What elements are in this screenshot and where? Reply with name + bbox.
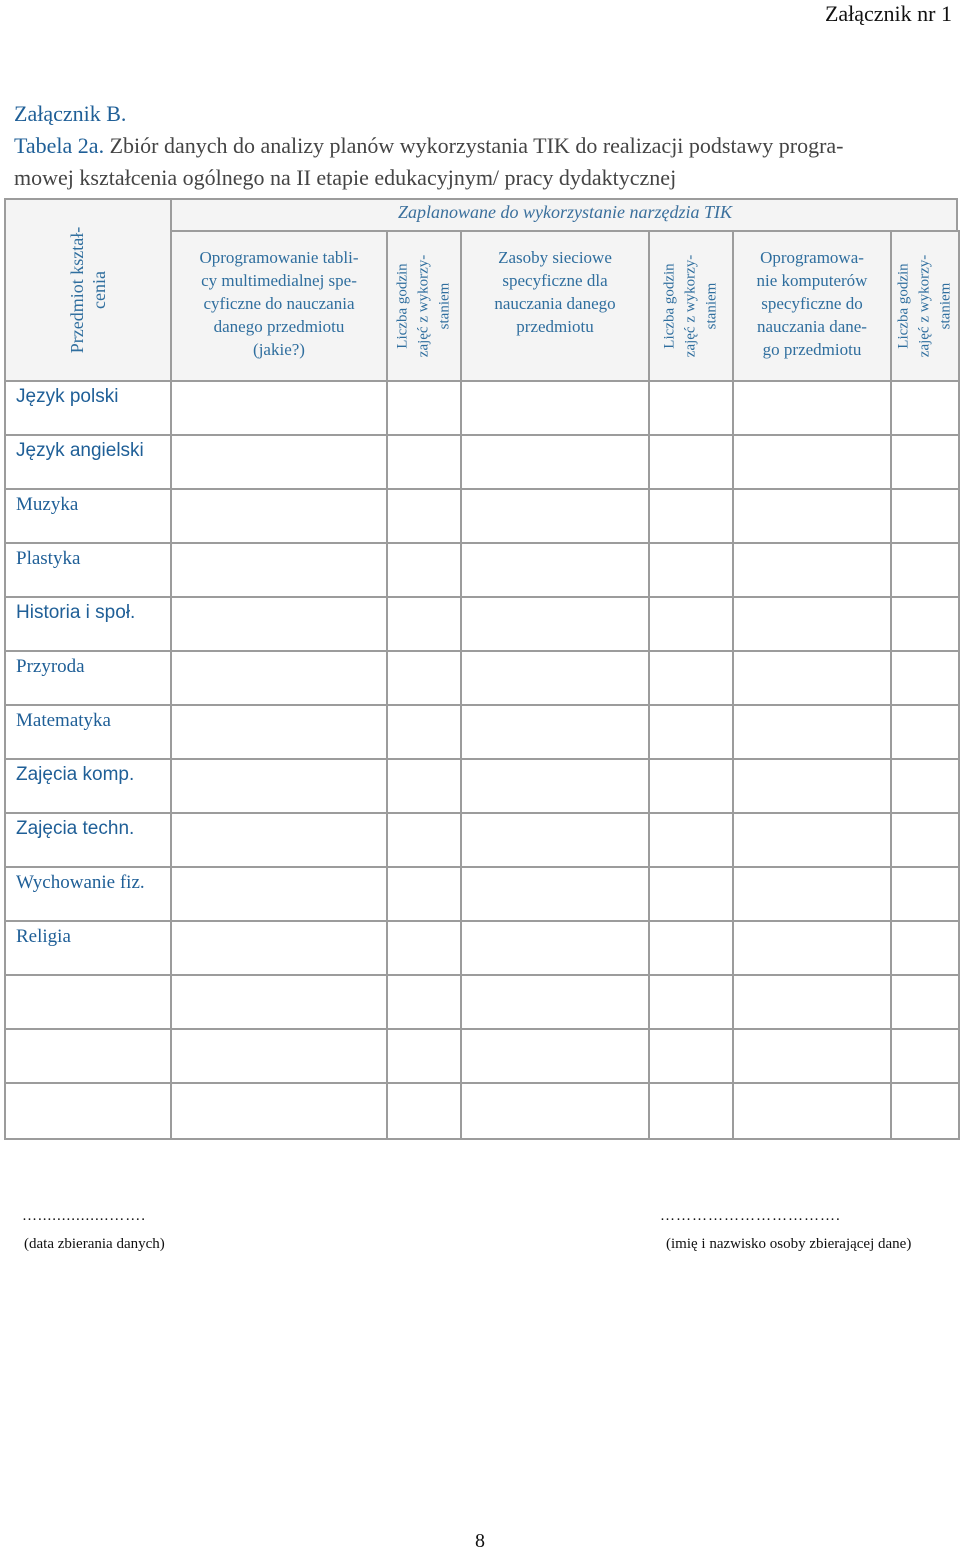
table-cell[interactable] (890, 650, 960, 706)
subject-cell (4, 542, 172, 598)
table-cell[interactable] (648, 704, 734, 760)
table-cell[interactable] (732, 650, 892, 706)
table-cell[interactable] (732, 488, 892, 544)
table-cell[interactable] (732, 1028, 892, 1084)
date-signature-label: (data zbierania danych) (24, 1236, 165, 1252)
column-header-line: Liczba godzin (661, 263, 678, 349)
table-cell[interactable] (170, 542, 388, 598)
table-cell[interactable] (890, 920, 960, 976)
column-header-line: cyficzne do nauczania (203, 294, 355, 313)
table-cell[interactable] (460, 1028, 650, 1084)
table-cell[interactable] (170, 488, 388, 544)
subject-label: Plastyka (16, 548, 81, 569)
subject-cell (4, 488, 172, 544)
column-header-line: Oprogramowa- (760, 248, 864, 267)
table-cell[interactable] (460, 1082, 650, 1140)
subject-cell (4, 650, 172, 706)
date-signature-line: …...............……. (22, 1208, 146, 1224)
annex-label: Załącznik nr 1 (824, 1, 952, 26)
group-title: Zaplanowane do wykorzystanie narzędzia TIK (397, 202, 732, 222)
heading-table-desc-cont: mowej kształcenia ogólnego na II etapie edukacyjnym/ pracy dydaktycznej (14, 165, 677, 190)
table-cell[interactable] (170, 974, 388, 1030)
table-cell[interactable] (890, 758, 960, 814)
table-cell[interactable] (890, 704, 960, 760)
column-header-cell (890, 230, 960, 382)
table-cell[interactable] (460, 650, 650, 706)
column-header-line: nauczania danego (494, 294, 616, 313)
heading-table-number: Tabela 2a. (14, 133, 105, 158)
table-cell[interactable] (648, 1082, 734, 1140)
table-cell[interactable] (386, 650, 462, 706)
table-cell[interactable] (460, 812, 650, 868)
table-cell[interactable] (890, 1028, 960, 1084)
table-cell[interactable] (460, 488, 650, 544)
table-cell[interactable] (732, 434, 892, 490)
table-cell[interactable] (386, 704, 462, 760)
column-header-line: przedmiotu (516, 317, 594, 336)
subject-label: Matematyka (16, 710, 111, 731)
column-header-cell (170, 230, 388, 382)
table-cell[interactable] (460, 758, 650, 814)
subject-header-line-2: cenia (89, 271, 109, 309)
table-cell[interactable] (648, 866, 734, 922)
subject-label: Język angielski (16, 440, 144, 461)
table-cell[interactable] (890, 380, 960, 436)
table-cell[interactable] (170, 596, 388, 652)
subject-cell (4, 596, 172, 652)
subject-label: Zajęcia techn. (16, 818, 135, 839)
table-cell[interactable] (386, 488, 462, 544)
column-header-line: specyficzne dla (502, 271, 608, 290)
table-cell[interactable] (386, 596, 462, 652)
table-cell[interactable] (890, 974, 960, 1030)
table-cell[interactable] (460, 434, 650, 490)
table-cell[interactable] (170, 758, 388, 814)
table-cell[interactable] (732, 812, 892, 868)
table-cell[interactable] (460, 920, 650, 976)
subject-cell (4, 812, 172, 868)
tool-column-header (462, 246, 648, 338)
table-cell[interactable] (648, 596, 734, 652)
subject-label: Religia (16, 926, 71, 947)
subject-cell (4, 974, 172, 1030)
table-cell[interactable] (460, 380, 650, 436)
subject-cell (4, 920, 172, 976)
table-cell[interactable] (648, 650, 734, 706)
column-header-line: go przedmiotu (762, 340, 862, 359)
table-cell[interactable] (460, 866, 650, 922)
table-cell[interactable] (890, 866, 960, 922)
table-cell[interactable] (648, 1028, 734, 1084)
table-cell[interactable] (386, 812, 462, 868)
table-cell[interactable] (732, 920, 892, 976)
column-header-line: zajęć z wykorzy- (682, 254, 699, 358)
table-cell[interactable] (648, 974, 734, 1030)
subject-header-cell (4, 198, 172, 382)
table-cell[interactable] (890, 488, 960, 544)
column-header-cell (460, 230, 650, 382)
column-header-line: danego przedmiotu (213, 317, 345, 336)
table-cell[interactable] (648, 380, 734, 436)
table-cell[interactable] (386, 758, 462, 814)
table-cell[interactable] (170, 812, 388, 868)
table-cell[interactable] (170, 920, 388, 976)
column-header-cell (732, 230, 892, 382)
subject-label: Historia i społ. (16, 602, 136, 623)
table-cell[interactable] (732, 704, 892, 760)
table-cell[interactable] (170, 866, 388, 922)
table-cell[interactable] (386, 380, 462, 436)
column-header-line: zajęć z wykorzy- (916, 254, 933, 358)
heading-table-title (14, 130, 944, 162)
column-header-cell (386, 230, 462, 382)
subject-label: Wychowanie fiz. (16, 872, 145, 893)
table-cell[interactable] (386, 1082, 462, 1140)
column-header-cell (648, 230, 734, 382)
column-header-line: staniem (937, 282, 954, 330)
table-cell[interactable] (732, 758, 892, 814)
subject-cell (4, 758, 172, 814)
table-cell[interactable] (170, 434, 388, 490)
table-cell[interactable] (890, 596, 960, 652)
document-heading (14, 98, 944, 194)
tool-column-header (734, 246, 890, 361)
hours-column-header (894, 255, 957, 357)
table-cell[interactable] (170, 380, 388, 436)
table-cell[interactable] (170, 1028, 388, 1084)
table-cell[interactable] (460, 704, 650, 760)
column-header-line: Liczba godzin (394, 263, 411, 349)
table-cell[interactable] (460, 596, 650, 652)
hours-column-header (393, 255, 456, 357)
table-cell[interactable] (170, 650, 388, 706)
subject-label: Język polski (16, 386, 119, 407)
table-cell[interactable] (460, 542, 650, 598)
table-cell[interactable] (648, 758, 734, 814)
table-cell[interactable] (732, 596, 892, 652)
column-header-line: Zasoby sieciowe (498, 248, 612, 267)
table-cell[interactable] (732, 1082, 892, 1140)
table-cell[interactable] (386, 974, 462, 1030)
table-cell[interactable] (648, 920, 734, 976)
table-cell[interactable] (648, 434, 734, 490)
name-signature-line: ……………………………. (660, 1208, 841, 1224)
heading-table-desc: Zbiór danych do analizy planów wykorzystania TIK do realizacji podstawy progra- (109, 133, 844, 158)
hours-column-header (660, 255, 723, 357)
subject-label: Przyroda (16, 656, 85, 677)
data-table (4, 198, 958, 1140)
subject-column-header (66, 227, 110, 353)
heading-annex: Załącznik B. (14, 101, 127, 126)
subject-label: Muzyka (16, 494, 79, 515)
column-header-line: (jakie?) (253, 340, 305, 359)
subject-cell (4, 1082, 172, 1140)
column-header-line: staniem (703, 282, 720, 330)
table-cell[interactable] (170, 1082, 388, 1140)
table-cell[interactable] (648, 542, 734, 598)
table-cell[interactable] (890, 542, 960, 598)
table-cell[interactable] (386, 1028, 462, 1084)
table-cell[interactable] (170, 704, 388, 760)
table-cell[interactable] (386, 542, 462, 598)
table-cell[interactable] (890, 812, 960, 868)
table-cell[interactable] (732, 866, 892, 922)
subject-cell (4, 1028, 172, 1084)
column-header-line: staniem (436, 282, 453, 330)
table-cell[interactable] (386, 434, 462, 490)
subject-header-line-1: Przedmiot kształ- (67, 226, 87, 354)
subject-cell (4, 866, 172, 922)
table-cell[interactable] (732, 380, 892, 436)
table-cell[interactable] (386, 866, 462, 922)
table-cell[interactable] (648, 812, 734, 868)
column-header-line: nie komputerów (756, 271, 868, 290)
table-cell[interactable] (732, 974, 892, 1030)
column-header-line: cy multimedialnej spe- (201, 271, 357, 290)
column-header-line: specyficzne do (761, 294, 863, 313)
table-cell[interactable] (732, 542, 892, 598)
table-cell[interactable] (648, 488, 734, 544)
tool-column-header (172, 246, 386, 361)
table-cell[interactable] (386, 920, 462, 976)
table-cell[interactable] (460, 974, 650, 1030)
table-cell[interactable] (890, 1082, 960, 1140)
name-signature-label: (imię i nazwisko osoby zbierającej dane) (666, 1236, 912, 1252)
column-header-line: nauczania dane- (757, 317, 867, 336)
column-header-line: Oprogramowanie tabli- (199, 248, 359, 267)
subject-cell (4, 434, 172, 490)
page-number: 8 (475, 1530, 485, 1552)
subject-cell (4, 704, 172, 760)
table-cell[interactable] (890, 434, 960, 490)
column-header-line: Liczba godzin (895, 263, 912, 349)
subject-cell (4, 380, 172, 436)
column-header-line: zajęć z wykorzy- (415, 254, 432, 358)
subject-label: Zajęcia komp. (16, 764, 135, 785)
